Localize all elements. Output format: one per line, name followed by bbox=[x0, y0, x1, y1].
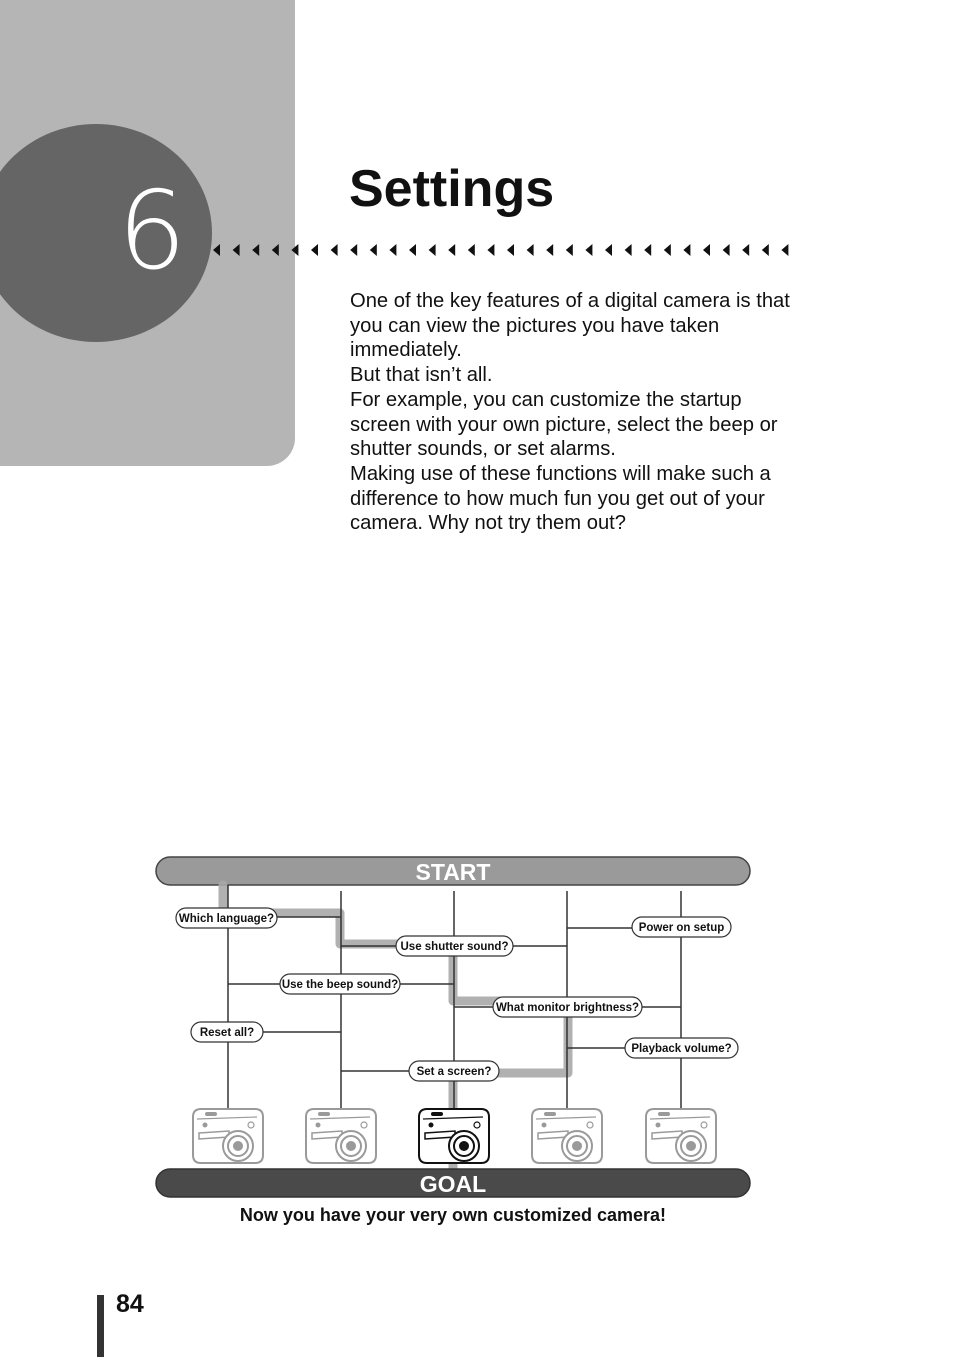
bubble-playback-volume bbox=[625, 1038, 738, 1058]
svg-text:Reset all?: Reset all? bbox=[199, 1027, 255, 1039]
bubble-reset-all bbox=[191, 1022, 263, 1042]
cameras bbox=[193, 1109, 716, 1163]
diagram-caption: Now you have your very own customized camera! bbox=[239, 1205, 667, 1225]
chapter-number: 6 bbox=[117, 169, 187, 294]
intro-paragraph-4: Making use of these functions will make such a difference to how much fun you get out of your camera. Why not try them out? bbox=[350, 462, 771, 535]
svg-text:Playback volume?: Playback volume? bbox=[631, 1043, 732, 1055]
goal-label: GOAL bbox=[419, 1171, 487, 1197]
bubble-use-shutter-sound bbox=[396, 936, 513, 956]
intro-paragraph-1: One of the key features of a digital camera is that you can view the pictures you have taken immediately. bbox=[350, 290, 790, 362]
page-marker-bar bbox=[97, 1295, 104, 1357]
highlight-path bbox=[223, 885, 568, 1168]
svg-text:Power on setup: Power on setup bbox=[638, 922, 725, 934]
svg-text:Which language?: Which language? bbox=[178, 913, 275, 925]
bubble-set-a-screen bbox=[409, 1061, 499, 1081]
bubble-monitor-brightness bbox=[493, 997, 642, 1017]
page-number: 84 bbox=[116, 1290, 144, 1318]
intro-paragraph-3: For example, you can customize the startup screen with your own picture, select the beep or shutter sounds, or set alarms. bbox=[350, 388, 778, 461]
camera-icon bbox=[193, 1109, 263, 1163]
camera-icon bbox=[646, 1109, 716, 1163]
camera-icon-highlighted bbox=[419, 1109, 489, 1163]
start-bar bbox=[156, 857, 750, 885]
svg-text:Use shutter sound?: Use shutter sound? bbox=[400, 941, 509, 953]
camera-icon bbox=[532, 1109, 602, 1163]
camera-icon bbox=[306, 1109, 376, 1163]
intro-paragraph-2: But that isn’t all. bbox=[350, 364, 493, 387]
svg-text:Use the beep sound?: Use the beep sound? bbox=[281, 979, 399, 991]
bubble-which-language bbox=[176, 908, 277, 928]
bubble-power-on-setup bbox=[632, 917, 731, 937]
start-label: START bbox=[415, 859, 491, 885]
bubble-use-beep-sound bbox=[280, 974, 400, 994]
chapter-title: Settings bbox=[349, 160, 555, 218]
svg-text:Set a screen?: Set a screen? bbox=[416, 1066, 492, 1078]
goal-bar bbox=[156, 1169, 750, 1197]
svg-text:What monitor brightness?: What monitor brightness? bbox=[495, 1002, 640, 1014]
